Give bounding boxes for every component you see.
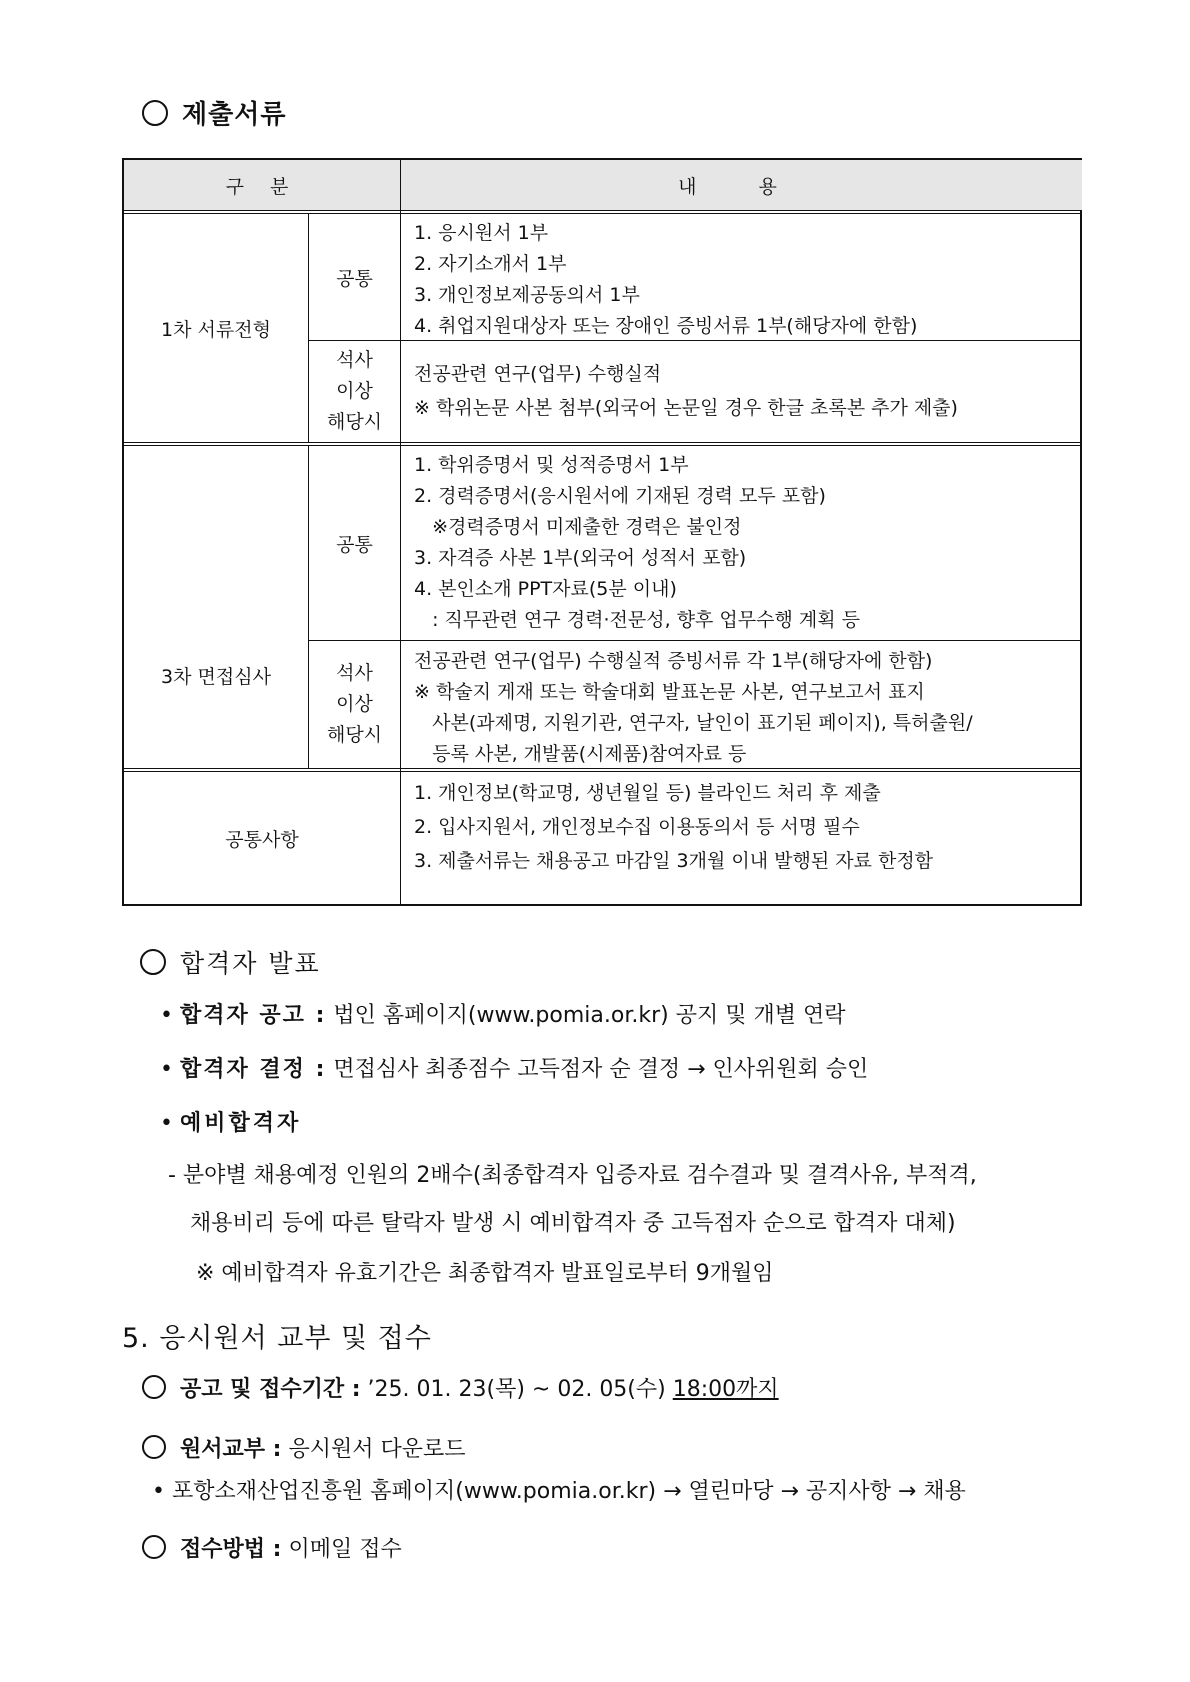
circle-bullet-icon [140,949,166,975]
form-path-line: • 포항소재산업진흥원 홈페이지(www.pomia.or.kr) → 열린마당 → 공지사항 → 채용 [152,1479,966,1504]
masters-label-line: 해당시 [326,411,383,433]
list-item: : 직무관련 연구 경력·전문성, 향후 업무수행 계획 등 [414,609,860,631]
documents-table [122,158,1082,906]
masters-label-line: 석사 [336,349,373,371]
bullet-dot-icon: • [160,1057,173,1082]
stage3-masters-label [309,641,400,768]
stage3-common-list [414,450,860,636]
method-line: 접수방법 : 이메일 접수 [142,1532,402,1563]
list-item: 전공관련 연구(업무) 수행실적 증빙서류 각 1부(해당자에 한함) [414,650,933,672]
stage1-common-label: 공통 [336,267,373,290]
circle-bullet-icon [142,1435,166,1459]
list-item: 등록 사본, 개발품(시제품)참여자료 등 [414,743,747,765]
bullet-dot-icon: • [160,1111,173,1136]
pass-section-title: 합격자 발표 [140,944,321,980]
reserve-note: ※ 예비합격자 유효기간은 최종합격자 발표일로부터 9개월임 [196,1261,774,1286]
stage1-masters-label [309,341,400,442]
reserve-heading: • 예비합격자 [160,1111,302,1136]
stage3-common-label: 공통 [336,533,373,556]
bullet-dot-icon: • [152,1479,165,1504]
list-item: 1. 응시원서 1부 [414,222,549,244]
masters-label-line: 석사 [336,662,373,684]
circle-bullet-icon [142,1375,166,1399]
list-item: 2. 자기소개서 1부 [414,253,567,275]
docs-section-title: 제출서류 [142,94,286,131]
list-item: 3. 개인정보제공동의서 1부 [414,284,640,306]
list-item: 사본(과제명, 지원기관, 연구자, 날인이 표기된 페이지), 특허출원/ [414,712,973,734]
circle-bullet-icon [142,1535,166,1559]
announce-line: • 합격자 공고 : 법인 홈페이지(www.pomia.or.kr) 공지 및 개별 연락 [160,1003,846,1028]
masters-label-line: 이상 [336,693,373,715]
list-item: 2. 경력증명서(응시원서에 기재된 경력 모두 포함) [414,485,826,507]
reserve-line-2: 채용비리 등에 따른 탈락자 발생 시 예비합격자 중 고득점자 순으로 합격자 대체) [190,1211,956,1236]
bullet-dot-icon: • [160,1003,173,1028]
masters-label-line: 이상 [336,380,373,402]
row-divider [309,640,1080,641]
common-notes-label: 공통사항 [225,828,299,851]
list-item: 4. 본인소개 PPT자료(5분 이내) [414,578,677,600]
section5-title: 5. 응시원서 교부 및 접수 [122,1323,432,1354]
row-divider [309,340,1080,341]
column-divider [400,160,401,904]
list-item: ※ 학술지 게재 또는 학술대회 발표논문 사본, 연구보고서 표지 [414,681,925,703]
deadline-time: 18:00까지 [672,1377,779,1402]
stage1-common-list [414,218,917,342]
column-divider [308,446,309,768]
period-line: 공고 및 접수기간 : ’25. 01. 23(목) ~ 02. 05(수) 18:00까지 [142,1372,779,1403]
stage1-masters-list [414,357,958,425]
stage3-masters-list [414,646,973,770]
masters-label-line: 해당시 [326,724,383,746]
decision-line: • 합격자 결정 : 면접심사 최종점수 고득점자 순 결정 → 인사위원회 승인 [160,1057,869,1082]
table-header-content: 내 용 [401,160,1082,210]
stage3-label: 3차 면접심사 [161,665,271,688]
stage1-label: 1차 서류전형 [161,318,271,341]
table-header-category: 구 분 [124,160,400,210]
reserve-line-1: - 분야별 채용예정 인원의 2배수(최종합격자 입증자료 검수결과 및 결격사유, 부적격, [168,1163,977,1188]
list-item: 전공관련 연구(업무) 수행실적 [414,363,662,385]
list-item: 3. 자격증 사본 1부(외국어 성적서 포함) [414,547,747,569]
list-item: 3. 제출서류는 채용공고 마감일 3개월 이내 발행된 자료 한정함 [414,850,934,872]
list-item: 4. 취업지원대상자 또는 장애인 증빙서류 1부(해당자에 한함) [414,315,918,337]
list-item: 1. 학위증명서 및 성적증명서 1부 [414,454,689,476]
common-notes-list [414,776,933,878]
column-divider [308,214,309,442]
list-item: 2. 입사지원서, 개인정보수집 이용동의서 등 서명 필수 [414,816,860,838]
list-item: 1. 개인정보(학교명, 생년월일 등) 블라인드 처리 후 제출 [414,782,881,804]
circle-bullet-icon [142,100,168,126]
form-line: 원서교부 : 응시원서 다운로드 [142,1432,465,1463]
list-item: ※ 학위논문 사본 첨부(외국어 논문일 경우 한글 초록본 추가 제출) [414,397,958,419]
list-item: ※경력증명서 미제출한 경력은 불인정 [414,516,742,538]
